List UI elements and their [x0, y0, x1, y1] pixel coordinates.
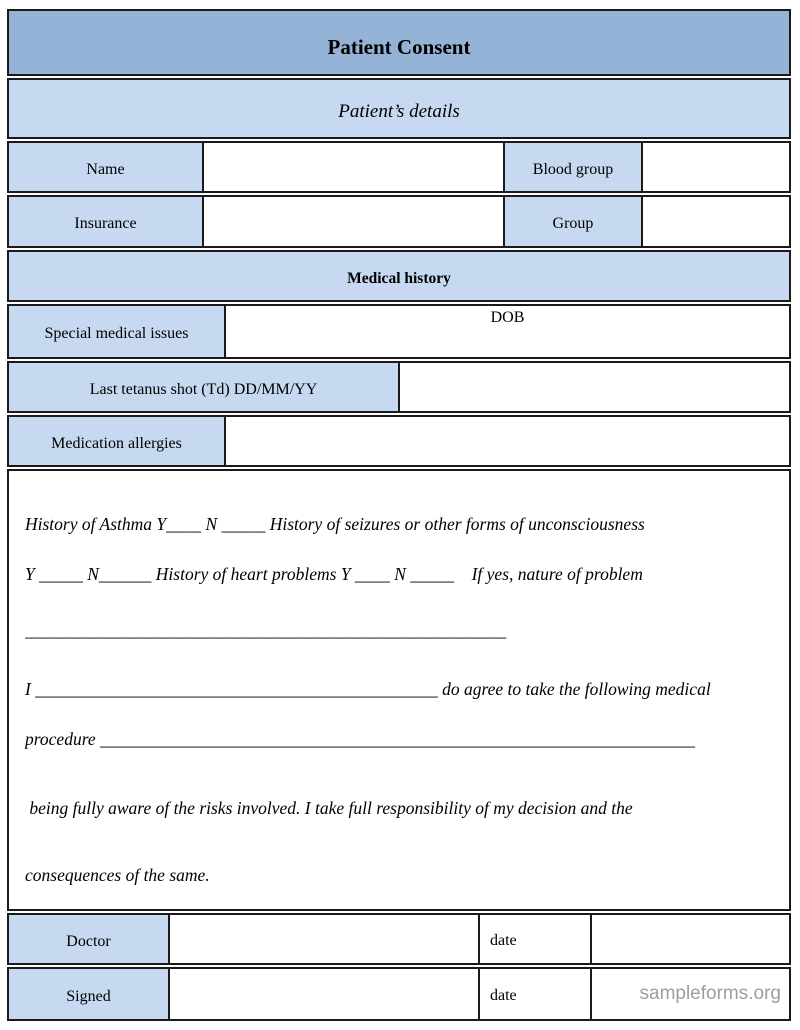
consent-blank-line: _______________________________________________________: [25, 620, 507, 640]
group-input-cell[interactable]: [641, 195, 791, 248]
tetanus-label: Last tetanus shot (Td) DD/MM/YY: [7, 361, 400, 413]
group-label: Group: [503, 195, 643, 248]
consent-text-cell[interactable]: [7, 469, 791, 911]
signed-date-label-cell: date: [478, 967, 592, 1021]
doctor-label: Doctor: [7, 913, 170, 965]
tetanus-input-cell[interactable]: [398, 361, 791, 413]
dob-input-cell[interactable]: [224, 304, 791, 359]
doctor-date-input-cell[interactable]: [590, 913, 791, 965]
special-medical-issues-label: Special medical issues: [7, 304, 226, 359]
patient-consent-form: [7, 9, 791, 1021]
insurance-label: Insurance: [7, 195, 204, 248]
section-patient-details: Patient’s details: [7, 78, 791, 139]
name-input-cell[interactable]: [202, 141, 505, 193]
signed-label: Signed: [7, 967, 170, 1021]
medication-allergies-label: Medication allergies: [7, 415, 226, 467]
signed-date-input-cell[interactable]: [590, 967, 791, 1021]
insurance-input-cell[interactable]: [202, 195, 505, 248]
consent-line: being fully aware of the risks involved. I take full responsibility of my decision and the: [25, 798, 633, 818]
form-title: Patient Consent: [7, 9, 791, 76]
consent-line: I ______________________________________________ do agree to take the following medical: [25, 679, 711, 699]
watermark: sampleforms.org: [639, 983, 781, 1004]
consent-line: procedure ____________________________________________________________________: [25, 729, 695, 749]
section-medical-history: Medical history: [7, 250, 791, 302]
dob-label: DOB: [490, 309, 525, 326]
doctor-date-label-cell: date: [478, 913, 592, 965]
blood-group-input-cell[interactable]: [641, 141, 791, 193]
consent-line: consequences of the same.: [25, 865, 210, 885]
medication-allergies-input-cell[interactable]: [224, 415, 791, 467]
doctor-signature-cell[interactable]: [168, 913, 480, 965]
signed-signature-cell[interactable]: [168, 967, 480, 1021]
name-label: Name: [7, 141, 204, 193]
consent-line: Y _____ N______ History of heart problems Y ____ N _____ If yes, nature of problem: [25, 564, 643, 584]
consent-line: History of Asthma Y____ N _____ History of seizures or other forms of unconsciousness: [25, 514, 645, 534]
blood-group-label: Blood group: [503, 141, 643, 193]
